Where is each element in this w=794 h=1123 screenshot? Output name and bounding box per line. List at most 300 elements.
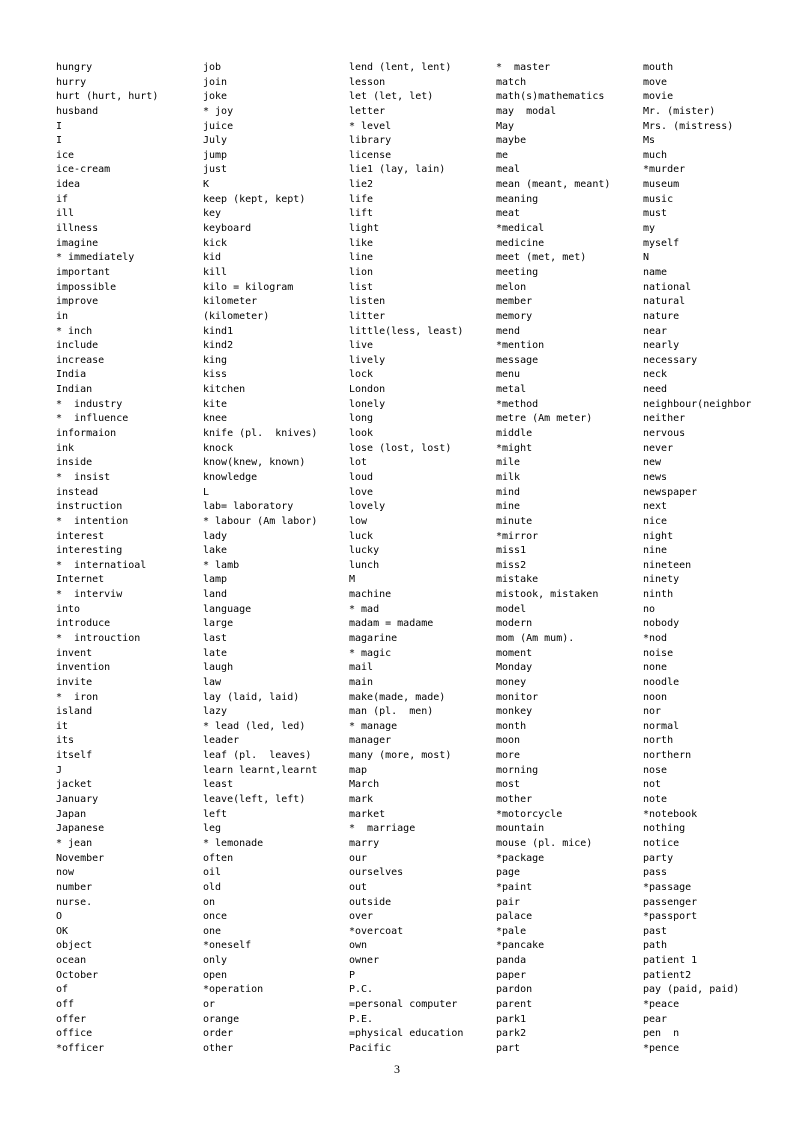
vocab-word: kiss — [203, 369, 228, 381]
vocab-word: nose — [643, 764, 668, 776]
word-column-1 — [56, 61, 206, 1057]
vocab-word: mind — [496, 486, 521, 498]
vocab-word: lock — [349, 369, 374, 381]
vocab-word: late — [203, 647, 228, 659]
vocab-word: P.E. — [349, 1013, 374, 1025]
vocab-word: message — [496, 354, 539, 366]
vocab-word: maybe — [496, 135, 527, 147]
vocab-word: L — [203, 486, 210, 498]
vocab-word: luck — [349, 530, 374, 542]
vocab-word: ice — [56, 149, 75, 161]
vocab-word: owner — [349, 955, 380, 967]
vocab-word: or — [203, 999, 216, 1010]
vocab-word: =physical education — [349, 1028, 464, 1040]
vocab-word: party — [643, 852, 674, 864]
vocab-word: newspaper — [643, 486, 698, 498]
vocab-word: madam = madame — [349, 618, 434, 630]
vocab-word: lab= laboratory — [203, 501, 294, 513]
vocab-word: * jean — [56, 837, 93, 849]
vocab-word: last — [203, 632, 228, 644]
vocab-word: kilometer — [203, 296, 258, 308]
vocab-word: manager — [349, 735, 392, 747]
vocab-word: orange — [203, 1013, 240, 1025]
vocab-word: mistake — [496, 574, 539, 586]
vocab-word: open — [203, 969, 228, 981]
vocab-word: Internet — [56, 574, 105, 586]
vocab-word: instruction — [56, 501, 123, 513]
vocab-word: notice — [643, 837, 680, 849]
vocab-word: hurt (hurt, hurt) — [56, 91, 159, 103]
vocab-word: nice — [643, 515, 668, 527]
vocab-word: melon — [496, 281, 527, 293]
vocab-word: money — [496, 676, 527, 688]
vocab-word: jacket — [56, 779, 93, 791]
vocab-word: metre (Am meter) — [496, 413, 593, 425]
vocab-word: know(knew, known) — [203, 457, 306, 469]
vocab-word: normal — [643, 720, 680, 732]
vocab-word: lonely — [349, 398, 386, 410]
vocab-word: language — [203, 603, 252, 615]
vocab-word: kick — [203, 237, 228, 249]
vocab-word: *overcoat — [349, 925, 404, 937]
vocab-word: it — [56, 720, 69, 732]
vocab-word: monkey — [496, 706, 533, 718]
vocab-word: ice-cream — [56, 164, 111, 176]
vocab-word: nervous — [643, 428, 686, 440]
vocab-word: on — [203, 896, 216, 908]
vocab-word: illness — [56, 223, 99, 235]
vocab-word: kitchen — [203, 384, 246, 396]
vocab-word: * interviw — [56, 589, 123, 601]
vocab-word: impossible — [56, 281, 117, 293]
vocab-word: kilo = kilogram — [203, 281, 294, 293]
vocab-word: natural — [643, 296, 686, 308]
vocab-word: library — [349, 135, 392, 147]
vocab-word: our — [349, 852, 368, 864]
vocab-word: January — [56, 794, 99, 806]
vocab-word: park2 — [496, 1028, 527, 1040]
vocab-word: mend — [496, 325, 521, 337]
vocab-word: (kilometer) — [203, 310, 270, 322]
vocab-word: left — [203, 808, 228, 820]
word-column-4 — [496, 61, 646, 1057]
vocab-word: off — [56, 999, 75, 1010]
vocab-word: morning — [496, 764, 539, 776]
vocab-word: P.C. — [349, 984, 374, 996]
vocab-word: now — [56, 867, 75, 879]
vocab-word: myself — [643, 237, 680, 249]
vocab-word: noon — [643, 691, 668, 703]
vocab-word: paper — [496, 969, 527, 981]
vocab-word: in — [56, 310, 69, 322]
vocab-word: noodle — [643, 676, 680, 688]
vocab-word: improve — [56, 296, 99, 308]
vocab-word: miss2 — [496, 559, 527, 571]
vocab-word: nothing — [643, 823, 686, 835]
vocab-word: *officer — [56, 1042, 105, 1054]
vocab-word: meat — [496, 208, 521, 220]
vocab-word: October — [56, 969, 99, 981]
vocab-word: leaf (pl. leaves) — [203, 750, 312, 762]
vocab-word: job — [203, 62, 222, 73]
vocab-word: large — [203, 618, 234, 630]
vocab-word: other — [203, 1042, 234, 1054]
vocab-word: low — [349, 515, 368, 527]
vocab-word: * labour (Am labor) — [203, 515, 318, 527]
vocab-word: into — [56, 603, 81, 615]
vocab-word: member — [496, 296, 533, 308]
vocab-word: pass — [643, 867, 668, 879]
vocab-word: necessary — [643, 354, 698, 366]
vocab-word: * lemonade — [203, 837, 264, 849]
vocab-word: I — [56, 120, 63, 132]
vocab-word: Mr. (mister) — [643, 105, 716, 117]
vocab-word: Monday — [496, 662, 533, 674]
vocab-word: pay (paid, paid) — [643, 984, 740, 996]
vocab-word: ink — [56, 442, 75, 454]
vocab-word: only — [203, 955, 228, 967]
vocab-word: object — [56, 940, 93, 952]
vocab-word: light — [349, 223, 380, 235]
vocab-word: most — [496, 779, 521, 791]
vocab-word: leader — [203, 735, 240, 747]
vocab-word: lamp — [203, 574, 228, 586]
word-column-5 — [643, 61, 793, 1057]
vocab-word: O — [56, 911, 63, 923]
vocab-word: * internatioal — [56, 559, 147, 571]
vocab-word: outside — [349, 896, 392, 908]
vocab-word: * joy — [203, 105, 234, 117]
vocab-word: July — [203, 135, 228, 147]
vocab-word: own — [349, 940, 368, 952]
vocab-word: ninety — [643, 574, 680, 586]
vocab-word: * marriage — [349, 823, 416, 835]
vocab-word: lovely — [349, 501, 386, 513]
vocab-word: magarine — [349, 632, 398, 644]
vocab-word: *oneself — [203, 940, 252, 952]
vocab-word: learn learnt,learnt — [203, 764, 318, 776]
vocab-word: itself — [56, 750, 93, 762]
vocab-word: Indian — [56, 384, 93, 396]
vocab-word: instead — [56, 486, 99, 498]
vocab-word: M — [349, 574, 356, 586]
vocab-word: island — [56, 706, 93, 718]
vocab-word: main — [349, 676, 374, 688]
vocab-word: look — [349, 428, 374, 440]
vocab-word: *operation — [203, 984, 264, 996]
vocab-word: meet (met, met) — [496, 252, 587, 264]
vocab-word: * manage — [349, 720, 398, 732]
vocab-word: * influence — [56, 413, 129, 425]
vocab-word: name — [643, 266, 668, 278]
vocab-word: movie — [643, 91, 674, 103]
vocab-word: part — [496, 1042, 521, 1054]
vocab-word: palace — [496, 911, 533, 923]
vocab-word: pen n — [643, 1028, 680, 1040]
vocab-word: least — [203, 779, 234, 791]
vocab-word: *passage — [643, 881, 692, 893]
vocab-word: mean (meant, meant) — [496, 179, 611, 191]
vocab-word: lazy — [203, 706, 228, 718]
vocab-word: lucky — [349, 545, 380, 557]
vocab-word: if — [56, 193, 69, 205]
vocab-word: kind2 — [203, 340, 234, 352]
vocab-word: important — [56, 266, 111, 278]
vocab-word: machine — [349, 589, 392, 601]
vocab-word: London — [349, 384, 386, 396]
vocab-word: patient2 — [643, 969, 692, 981]
vocab-word: invent — [56, 647, 93, 659]
vocab-word: * magic — [349, 647, 392, 659]
vocab-word: nor — [643, 706, 662, 718]
vocab-word: * level — [349, 120, 392, 132]
vocab-word: lie1 (lay, lain) — [349, 164, 446, 176]
vocab-word: nobody — [643, 618, 680, 630]
vocab-word: passenger — [643, 896, 698, 908]
vocab-word: knock — [203, 442, 234, 454]
vocab-word: national — [643, 281, 692, 293]
vocab-word: introduce — [56, 618, 111, 630]
vocab-word: *murder — [643, 164, 686, 176]
vocab-word: lion — [349, 266, 374, 278]
vocab-word: ill — [56, 208, 75, 220]
vocab-word: * lead (led, led) — [203, 720, 306, 732]
vocab-word: lively — [349, 354, 386, 366]
vocab-word: near — [643, 325, 668, 337]
vocab-word: let (let, let) — [349, 91, 434, 103]
vocab-word: one — [203, 925, 222, 937]
vocab-word: * industry — [56, 398, 123, 410]
vocab-word: number — [56, 881, 93, 893]
vocab-word: ocean — [56, 955, 87, 967]
vocab-word: out — [349, 881, 368, 893]
vocab-word: jump — [203, 149, 228, 161]
vocab-word: menu — [496, 369, 521, 381]
vocab-word: middle — [496, 428, 533, 440]
vocab-word: * introuction — [56, 632, 141, 644]
vocab-word: meaning — [496, 193, 539, 205]
vocab-word: interest — [56, 530, 105, 542]
vocab-word: memory — [496, 310, 533, 322]
vocab-word: often — [203, 852, 234, 864]
vocab-word: loud — [349, 471, 374, 483]
vocab-word: *paint — [496, 881, 533, 893]
vocab-word: law — [203, 676, 222, 688]
vocab-word: monitor — [496, 691, 539, 703]
vocab-word: match — [496, 76, 527, 88]
vocab-word: lie2 — [349, 179, 374, 191]
vocab-word: =personal computer — [349, 999, 458, 1010]
vocab-word: lesson — [349, 76, 386, 88]
vocab-word: *medical — [496, 223, 545, 235]
vocab-word: never — [643, 442, 674, 454]
vocab-word: *nod — [643, 632, 668, 644]
vocab-word: *pale — [496, 925, 527, 937]
vocab-word: I — [56, 135, 63, 147]
vocab-word: oil — [203, 867, 222, 879]
vocab-word: K — [203, 179, 210, 191]
vocab-word: night — [643, 530, 674, 542]
vocab-word: mile — [496, 457, 521, 469]
vocab-word: office — [56, 1028, 93, 1040]
vocab-word: neck — [643, 369, 668, 381]
vocab-word: panda — [496, 955, 527, 967]
vocab-word: increase — [56, 354, 105, 366]
vocab-word: old — [203, 881, 222, 893]
vocab-word: lift — [349, 208, 374, 220]
vocab-word: key — [203, 208, 222, 220]
vocab-word: land — [203, 589, 228, 601]
word-column-3 — [349, 61, 499, 1057]
vocab-word: *notebook — [643, 808, 698, 820]
vocab-word: meeting — [496, 266, 539, 278]
vocab-word: many (more, most) — [349, 750, 452, 762]
vocab-word: note — [643, 794, 668, 806]
vocab-word: * mad — [349, 603, 380, 615]
vocab-word: month — [496, 720, 527, 732]
vocab-word: nineteen — [643, 559, 692, 571]
vocab-word: lay (laid, laid) — [203, 691, 300, 703]
vocab-word: north — [643, 735, 674, 747]
vocab-word: Mrs. (mistress) — [643, 120, 734, 132]
vocab-word: over — [349, 911, 374, 923]
page-number: 3 — [394, 1062, 400, 1076]
vocab-word: *method — [496, 398, 539, 410]
vocab-word: license — [349, 149, 392, 161]
vocab-word: May — [496, 120, 515, 132]
vocab-word: Ms — [643, 135, 656, 147]
vocab-word: order — [203, 1028, 234, 1040]
vocab-word: none — [643, 662, 668, 674]
vocab-word: mouse (pl. mice) — [496, 837, 593, 849]
vocab-word: pear — [643, 1013, 668, 1025]
vocab-word: past — [643, 925, 668, 937]
vocab-word: juice — [203, 120, 234, 132]
vocab-word: next — [643, 501, 668, 513]
vocab-word: kill — [203, 266, 228, 278]
vocab-word: lot — [349, 457, 368, 469]
vocab-word: long — [349, 413, 374, 425]
vocab-word: *mention — [496, 340, 545, 352]
vocab-word: * master — [496, 62, 551, 73]
vocab-word: museum — [643, 179, 680, 191]
vocab-word: not — [643, 779, 662, 791]
vocab-word: mark — [349, 794, 374, 806]
vocab-word: much — [643, 149, 668, 161]
vocab-word: lady — [203, 530, 228, 542]
vocab-word: life — [349, 193, 374, 205]
vocab-word: must — [643, 208, 668, 220]
vocab-word: joke — [203, 91, 228, 103]
vocab-word: music — [643, 193, 674, 205]
vocab-word: modern — [496, 618, 533, 630]
vocab-word: *pence — [643, 1042, 680, 1054]
vocab-word: hurry — [56, 76, 87, 88]
vocab-word: page — [496, 867, 521, 879]
vocab-word: me — [496, 149, 509, 161]
vocab-word: inside — [56, 457, 93, 469]
vocab-word: lake — [203, 545, 228, 557]
vocab-word: keyboard — [203, 223, 252, 235]
vocab-word: metal — [496, 384, 527, 396]
vocab-word: new — [643, 457, 662, 469]
vocab-word: keep (kept, kept) — [203, 193, 306, 205]
vocab-word: more — [496, 750, 521, 762]
vocab-word: listen — [349, 296, 386, 308]
vocab-word: medicine — [496, 237, 545, 249]
vocab-word: patient 1 — [643, 955, 698, 967]
vocab-word: J — [56, 764, 63, 776]
vocab-word: N — [643, 252, 650, 264]
vocab-word: just — [203, 164, 228, 176]
vocab-word: India — [56, 369, 87, 381]
vocab-word: moon — [496, 735, 521, 747]
vocab-word: parent — [496, 999, 533, 1010]
vocab-word: * immediately — [56, 252, 135, 264]
vocab-word: include — [56, 340, 99, 352]
vocab-word: imagine — [56, 237, 99, 249]
vocab-word: * inch — [56, 325, 93, 337]
vocab-word: litter — [349, 310, 386, 322]
vocab-word: mountain — [496, 823, 545, 835]
vocab-word: * lamb — [203, 559, 240, 571]
vocab-word: make(made, made) — [349, 691, 446, 703]
vocab-word: *motorcycle — [496, 808, 563, 820]
vocab-word: OK — [56, 925, 69, 937]
vocab-word: pardon — [496, 984, 533, 996]
vocab-word: leg — [203, 823, 222, 835]
vocab-word: its — [56, 735, 75, 747]
vocab-word: move — [643, 76, 668, 88]
vocab-word: neighbour(neighbor — [643, 398, 752, 410]
vocab-word: news — [643, 471, 668, 483]
vocab-word: need — [643, 384, 668, 396]
vocab-word: kite — [203, 398, 228, 410]
vocab-word: Pacific — [349, 1042, 392, 1054]
vocab-word: man (pl. men) — [349, 706, 434, 718]
vocab-word: kind1 — [203, 325, 234, 337]
vocab-word: minute — [496, 515, 533, 527]
vocab-word: once — [203, 911, 228, 923]
vocab-word: P — [349, 969, 356, 981]
vocab-word: *peace — [643, 999, 680, 1010]
vocab-word: offer — [56, 1013, 87, 1025]
vocab-word: * intention — [56, 515, 129, 527]
vocab-word: November — [56, 852, 105, 864]
vocab-word: interesting — [56, 545, 123, 557]
vocab-word: idea — [56, 179, 81, 191]
vocab-word: *passport — [643, 911, 698, 923]
vocab-word: *might — [496, 442, 533, 454]
vocab-word: of — [56, 984, 69, 996]
vocab-word: line — [349, 252, 374, 264]
vocab-word: pair — [496, 896, 521, 908]
vocab-word: marry — [349, 837, 380, 849]
vocab-word: my — [643, 223, 656, 235]
vocab-word: knife (pl. knives) — [203, 428, 318, 440]
vocab-word: Japan — [56, 808, 87, 820]
vocab-word: leave(left, left) — [203, 794, 306, 806]
vocab-word: miss1 — [496, 545, 527, 557]
vocab-word: *package — [496, 852, 545, 864]
vocab-word: lend (lent, lent) — [349, 62, 452, 73]
vocab-word: ourselves — [349, 867, 404, 879]
vocab-word: king — [203, 354, 228, 366]
vocab-word: nurse. — [56, 896, 93, 908]
vocab-word: March — [349, 779, 380, 791]
word-column-2 — [203, 61, 353, 1057]
vocab-word: join — [203, 76, 228, 88]
